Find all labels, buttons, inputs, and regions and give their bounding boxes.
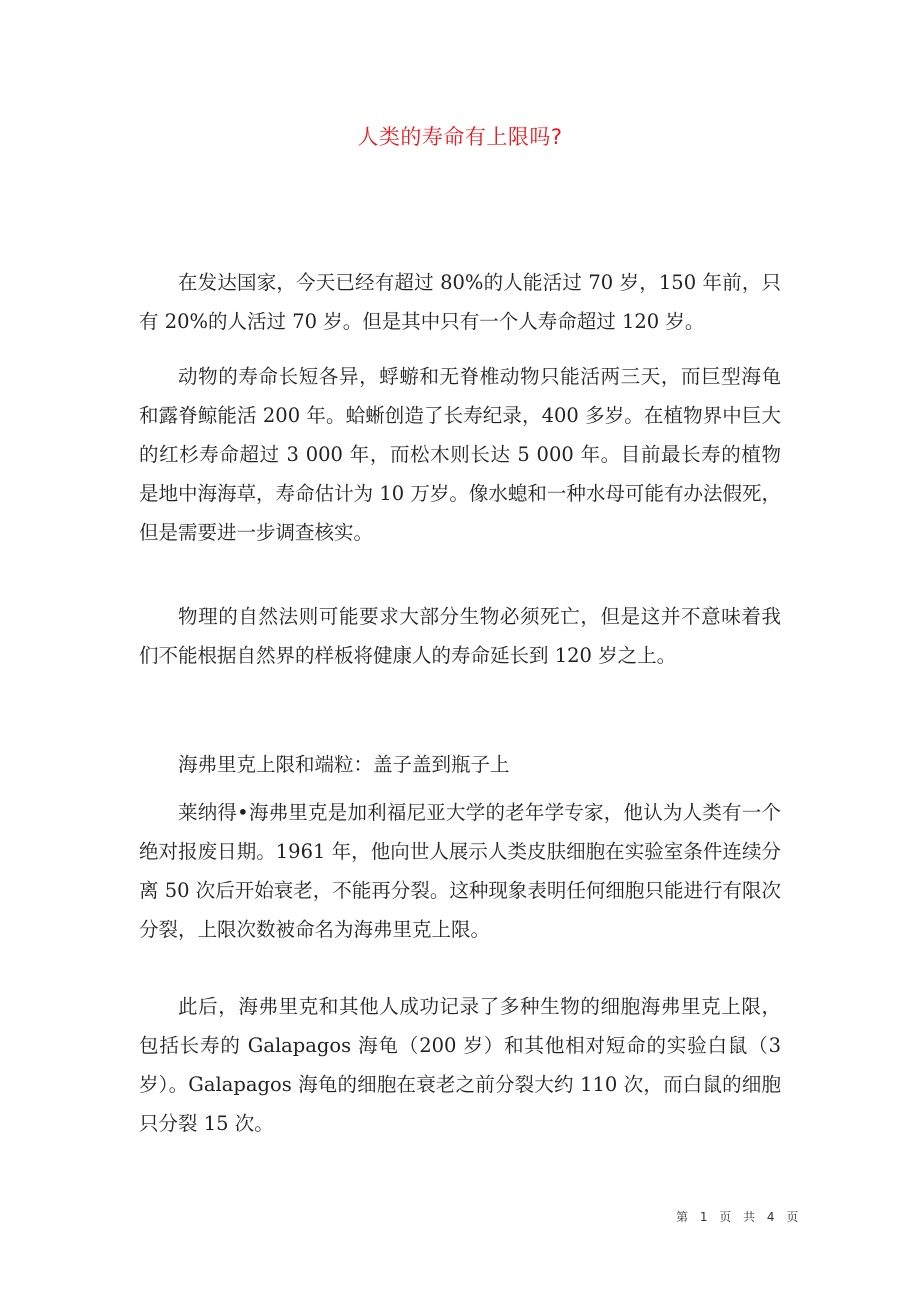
paragraph-4-block [139,793,781,949]
paragraph: 在发达国家，今天已经有超过 80%的人能活过 70 岁，150 年前，只有 20%的人活过 70 岁。但是其中只有一个人寿命超过 120 岁。 [139,271,781,333]
paragraph: 物理的自然法则可能要求大部分生物必须死亡，但是这并不意味着我们不能根据自然界的样板将健康人的寿命延长到 120 岁之上。 [139,605,781,667]
paragraph-5-block [139,987,781,1143]
paragraph: 动物的寿命长短各异，蜉蝣和无脊椎动物只能活两三天，而巨型海龟和露脊鲸能活 200 年。蛤蜥创造了长寿纪录，400 多岁。在植物界中巨大的红杉寿命超过 3 000 年，而松木则长达 5 000 年。目前最长寿的植物是地中海海草，寿命估计为 10 万岁。像水螅和一种水母可能有办法假死，但是需要进一步调查核实。 [139,365,781,544]
page-number: 第 1 页 共 4 页 [676,1210,802,1224]
paragraph-1-block [139,263,781,341]
paragraph-2-block [139,357,781,552]
document-title: 人类的寿命有上限吗? [357,125,563,149]
section-heading: 海弗里克上限和端粒：盖子盖到瓶子上 [178,753,510,776]
paragraph-3-block [139,597,781,675]
paragraph: 莱纳得•海弗里克是加利福尼亚大学的老年学专家，他认为人类有一个绝对报废日期。1961 年，他向世人展示人类皮肤细胞在实验室条件连续分离 50 次后开始衰老，不能再分裂。这种现象表明任何细胞只能进行有限次分裂，上限次数被命名为海弗里克上限。 [139,801,781,941]
paragraph: 此后，海弗里克和其他人成功记录了多种生物的细胞海弗里克上限，包括长寿的 Galapagos 海龟（200 岁）和其他相对短命的实验白鼠（3 岁）。Galapagos 海龟的细胞在衰老之前分裂大约 110 次，而白鼠的细胞只分裂 15 次。 [139,995,781,1135]
section-heading-block [139,745,781,784]
